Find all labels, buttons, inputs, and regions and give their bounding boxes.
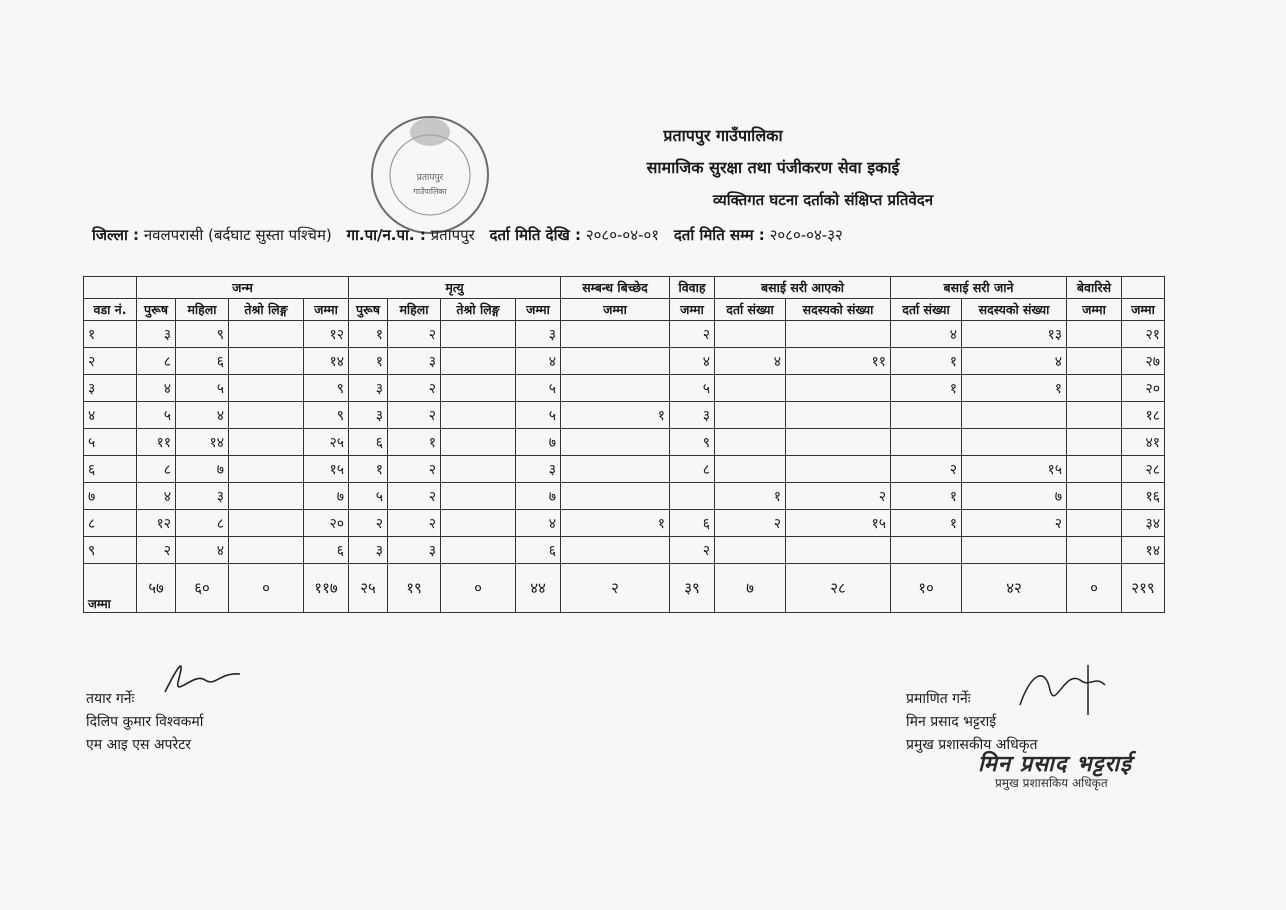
table-cell: १२	[304, 321, 349, 348]
table-cell: ४१	[1122, 429, 1165, 456]
table-cell	[229, 402, 304, 429]
table-cell	[229, 483, 304, 510]
table-cell	[715, 429, 786, 456]
table-cell	[1067, 375, 1122, 402]
table-body	[84, 321, 1165, 613]
ward-number: १	[84, 321, 137, 348]
table-cell: ३	[670, 402, 715, 429]
district-value: नवलपरासी (बर्दघाट सुस्ता पश्चिम)	[143, 226, 332, 244]
table-cell	[441, 321, 516, 348]
table-cell: ७	[176, 456, 229, 483]
table-cell: २	[388, 483, 441, 510]
from-date-label: दर्ता मिति देखि :	[489, 226, 582, 244]
table-cell: ११	[786, 348, 891, 375]
table-cell: १८	[1122, 402, 1165, 429]
table-cell	[786, 375, 891, 402]
table-cell: १५	[786, 510, 891, 537]
table-cell: २	[388, 510, 441, 537]
total-cell: ७	[715, 564, 786, 613]
group-birth: जन्म	[137, 277, 349, 299]
prepared-title: एम आइ एस अपरेटर	[86, 737, 192, 753]
table-cell: २	[349, 510, 388, 537]
table-cell	[715, 537, 786, 564]
table-cell: २०	[1122, 375, 1165, 402]
table-cell: ७	[962, 483, 1067, 510]
col-ward: वडा नं.	[84, 299, 137, 321]
total-cell: १०	[891, 564, 962, 613]
grand-total-spacer	[1122, 277, 1165, 299]
certified-name: मिन प्रसाद भट्टराई	[906, 714, 997, 730]
svg-text:प्रतापपुर: प्रतापपुर	[416, 173, 444, 183]
table-cell: १	[388, 429, 441, 456]
table-cell	[1067, 510, 1122, 537]
table-cell: १६	[1122, 483, 1165, 510]
table-cell	[1067, 483, 1122, 510]
table-cell	[786, 429, 891, 456]
col-unclaimed-total: जम्मा	[1067, 299, 1122, 321]
certified-title: प्रमुख प्रशासकीय अधिकृत	[906, 737, 1038, 753]
table-cell	[229, 456, 304, 483]
table-row	[84, 537, 1165, 564]
ward-number: ३	[84, 375, 137, 402]
table-cell: २	[388, 456, 441, 483]
table-cell	[962, 402, 1067, 429]
table-cell	[441, 375, 516, 402]
total-cell: १९	[388, 564, 441, 613]
table-cell: १	[349, 321, 388, 348]
table-cell	[962, 429, 1067, 456]
table-cell	[786, 321, 891, 348]
col-out-members: सदस्यको संख्या	[962, 299, 1067, 321]
col-marriage-total: जम्मा	[670, 299, 715, 321]
col-out-reg: दर्ता संख्या	[891, 299, 962, 321]
table-cell	[441, 429, 516, 456]
table-cell	[561, 537, 670, 564]
table-cell	[441, 537, 516, 564]
total-cell: ०	[1067, 564, 1122, 613]
prepared-name: दिलिप कुमार विश्वकर्मा	[86, 714, 204, 730]
table-cell: १	[715, 483, 786, 510]
table-row	[84, 510, 1165, 537]
table-row	[84, 321, 1165, 348]
table-cell	[715, 456, 786, 483]
table-cell: ९	[176, 321, 229, 348]
table-cell: ४	[176, 537, 229, 564]
table-cell: ७	[304, 483, 349, 510]
group-migration-in: बसाई सरी आएको	[715, 277, 891, 299]
table-cell: १	[891, 348, 962, 375]
table-row	[84, 429, 1165, 456]
table-cell: ८	[670, 456, 715, 483]
table-cell: ५	[137, 402, 176, 429]
table-cell: ७	[516, 483, 561, 510]
table-cell: ३	[349, 375, 388, 402]
ward-number: ४	[84, 402, 137, 429]
table-cell	[441, 402, 516, 429]
table-cell: ९	[304, 375, 349, 402]
district-label: जिल्ला :	[92, 226, 140, 244]
table-cell: १४	[1122, 537, 1165, 564]
total-label: जम्मा	[84, 564, 137, 613]
ward-number: ९	[84, 537, 137, 564]
table-cell	[1067, 456, 1122, 483]
table-cell: २	[388, 321, 441, 348]
table-cell: ९	[304, 402, 349, 429]
table-cell: ६	[304, 537, 349, 564]
table-cell	[561, 375, 670, 402]
table-cell	[962, 537, 1067, 564]
total-cell: ०	[229, 564, 304, 613]
table-cell	[1067, 321, 1122, 348]
unit-name: सामाजिक सुरक्षा तथा पंजीकरण सेवा इकाई	[646, 158, 900, 177]
group-migration-out: बसाई सरी जाने	[891, 277, 1067, 299]
table-cell: १	[891, 483, 962, 510]
table-cell	[441, 483, 516, 510]
table-cell	[561, 348, 670, 375]
col-in-members: सदस्यको संख्या	[786, 299, 891, 321]
table-cell: ४	[670, 348, 715, 375]
col-death-third: तेश्रो लिङ्ग	[441, 299, 516, 321]
table-cell	[891, 402, 962, 429]
table-cell	[1067, 537, 1122, 564]
col-death-total: जम्मा	[516, 299, 561, 321]
table-cell: २	[715, 510, 786, 537]
table-cell	[715, 402, 786, 429]
table-cell: ८	[137, 456, 176, 483]
col-death-male: पुरूष	[349, 299, 388, 321]
table-cell	[1067, 348, 1122, 375]
table-cell: २७	[1122, 348, 1165, 375]
table-cell: ५	[349, 483, 388, 510]
table-cell: २	[388, 375, 441, 402]
registration-table	[83, 276, 1165, 613]
table-cell	[786, 537, 891, 564]
svg-text:गाउँपालिका: गाउँपालिका	[413, 187, 447, 196]
certified-signature-icon	[1010, 660, 1120, 720]
table-cell: २८	[1122, 456, 1165, 483]
table-cell: २०	[304, 510, 349, 537]
table-cell: ७	[516, 429, 561, 456]
report-title: व्यक्तिगत घटना दर्ताको संक्षिप्त प्रतिवेदन	[712, 191, 934, 209]
table-cell: ८	[176, 510, 229, 537]
officer-stamp-name: मिन प्रसाद भट्टराई	[978, 752, 1132, 777]
total-cell: ३९	[670, 564, 715, 613]
col-birth-male: पुरूष	[137, 299, 176, 321]
table-cell	[670, 483, 715, 510]
col-birth-total: जम्मा	[304, 299, 349, 321]
office-name: प्रतापपुर गाउँपालिका	[663, 126, 783, 145]
table-cell: १	[561, 402, 670, 429]
table-cell: २	[388, 402, 441, 429]
table-cell	[441, 348, 516, 375]
table-cell: १	[349, 348, 388, 375]
group-unclaimed: बेवारिसे	[1067, 277, 1122, 299]
table-cell: १	[891, 375, 962, 402]
table-cell: १	[962, 375, 1067, 402]
table-cell	[715, 375, 786, 402]
table-cell: ४	[715, 348, 786, 375]
to-date-value: २०८०-०४-३२	[769, 226, 843, 244]
table-cell: १५	[962, 456, 1067, 483]
ward-number: ८	[84, 510, 137, 537]
officer-stamp-title: प्रमुख प्रशासकिय अधिकृत	[995, 776, 1108, 790]
prepared-signature-icon	[160, 652, 250, 702]
table-cell: ३	[516, 321, 561, 348]
table-cell	[441, 510, 516, 537]
table-row	[84, 456, 1165, 483]
table-cell: १४	[176, 429, 229, 456]
table-cell: ५	[516, 402, 561, 429]
total-cell: ४२	[962, 564, 1067, 613]
col-divorce-total: जम्मा	[561, 299, 670, 321]
table-cell: ५	[516, 375, 561, 402]
table-cell: ६	[516, 537, 561, 564]
table-cell	[561, 456, 670, 483]
ward-number: ७	[84, 483, 137, 510]
table-cell: ६	[176, 348, 229, 375]
total-cell: २	[561, 564, 670, 613]
prepared-label: तयार गर्नेः	[86, 691, 135, 707]
office-seal-icon	[365, 110, 495, 240]
table-cell: २१	[1122, 321, 1165, 348]
report-meta	[92, 225, 853, 245]
table-cell	[229, 429, 304, 456]
rm-value: प्रतापपुर	[430, 226, 475, 244]
table-cell	[229, 348, 304, 375]
table-cell: १२	[137, 510, 176, 537]
table-cell: २	[137, 537, 176, 564]
table-cell: ३	[388, 537, 441, 564]
table-cell	[1067, 402, 1122, 429]
table-cell	[229, 321, 304, 348]
table-cell: ५	[176, 375, 229, 402]
table-cell: ३	[349, 402, 388, 429]
total-cell: ०	[441, 564, 516, 613]
table-cell: ६	[670, 510, 715, 537]
table-cell: २	[786, 483, 891, 510]
table-cell: ४	[891, 321, 962, 348]
table-cell: २	[962, 510, 1067, 537]
col-birth-third: तेश्रो लिङ्ग	[229, 299, 304, 321]
total-cell: ४४	[516, 564, 561, 613]
table-cell: १	[891, 510, 962, 537]
table-cell	[1067, 429, 1122, 456]
col-death-female: महिला	[388, 299, 441, 321]
total-cell: ११७	[304, 564, 349, 613]
table-cell: ४	[176, 402, 229, 429]
group-divorce: सम्बन्ध बिच्छेद	[561, 277, 670, 299]
table-cell: ३	[137, 321, 176, 348]
table-cell: ३	[176, 483, 229, 510]
table-cell: १५	[304, 456, 349, 483]
table-cell: १	[561, 510, 670, 537]
table-cell: १४	[304, 348, 349, 375]
table-cell: २	[670, 537, 715, 564]
table-cell: १३	[962, 321, 1067, 348]
table-cell: ४	[962, 348, 1067, 375]
table-cell	[229, 375, 304, 402]
table-row	[84, 348, 1165, 375]
table-cell	[891, 537, 962, 564]
certified-label: प्रमाणित गर्नेः	[906, 691, 971, 707]
table-cell	[441, 456, 516, 483]
table-cell: २	[891, 456, 962, 483]
table-row	[84, 402, 1165, 429]
table-cell: ४	[516, 348, 561, 375]
col-grand-total: जम्मा	[1122, 299, 1165, 321]
ward-number: ५	[84, 429, 137, 456]
table-cell	[561, 483, 670, 510]
table-cell	[715, 321, 786, 348]
table-cell: ४	[137, 483, 176, 510]
table-row	[84, 483, 1165, 510]
table-cell: ९	[670, 429, 715, 456]
table-cell: ३४	[1122, 510, 1165, 537]
table-cell: ५	[670, 375, 715, 402]
table-cell	[229, 537, 304, 564]
total-cell: २१९	[1122, 564, 1165, 613]
table-cell: ४	[137, 375, 176, 402]
table-cell: २	[670, 321, 715, 348]
total-cell: ५७	[137, 564, 176, 613]
table-cell	[786, 402, 891, 429]
table-cell: ११	[137, 429, 176, 456]
rm-label: गा.पा/न.पा. :	[346, 226, 426, 244]
ward-number: ६	[84, 456, 137, 483]
group-death: मृत्यु	[349, 277, 561, 299]
col-birth-female: महिला	[176, 299, 229, 321]
table-cell: २५	[304, 429, 349, 456]
total-cell: २५	[349, 564, 388, 613]
from-date-value: २०८०-०४-०१	[585, 226, 660, 244]
group-marriage: विवाह	[670, 277, 715, 299]
col-in-reg: दर्ता संख्या	[715, 299, 786, 321]
ward-number: २	[84, 348, 137, 375]
table-cell: ३	[388, 348, 441, 375]
total-row	[84, 564, 1165, 613]
table-cell: ३	[349, 537, 388, 564]
table-cell	[561, 429, 670, 456]
table-cell	[229, 510, 304, 537]
table-cell: ६	[349, 429, 388, 456]
table-cell: १	[349, 456, 388, 483]
table-cell	[891, 429, 962, 456]
table-cell	[786, 456, 891, 483]
table-cell: ३	[516, 456, 561, 483]
total-cell: २८	[786, 564, 891, 613]
total-cell: ६०	[176, 564, 229, 613]
table-row	[84, 375, 1165, 402]
ward-header-spacer	[84, 277, 137, 299]
table-cell: ४	[516, 510, 561, 537]
table-cell: ८	[137, 348, 176, 375]
to-date-label: दर्ता मिति सम्म :	[673, 226, 765, 244]
table-cell	[561, 321, 670, 348]
